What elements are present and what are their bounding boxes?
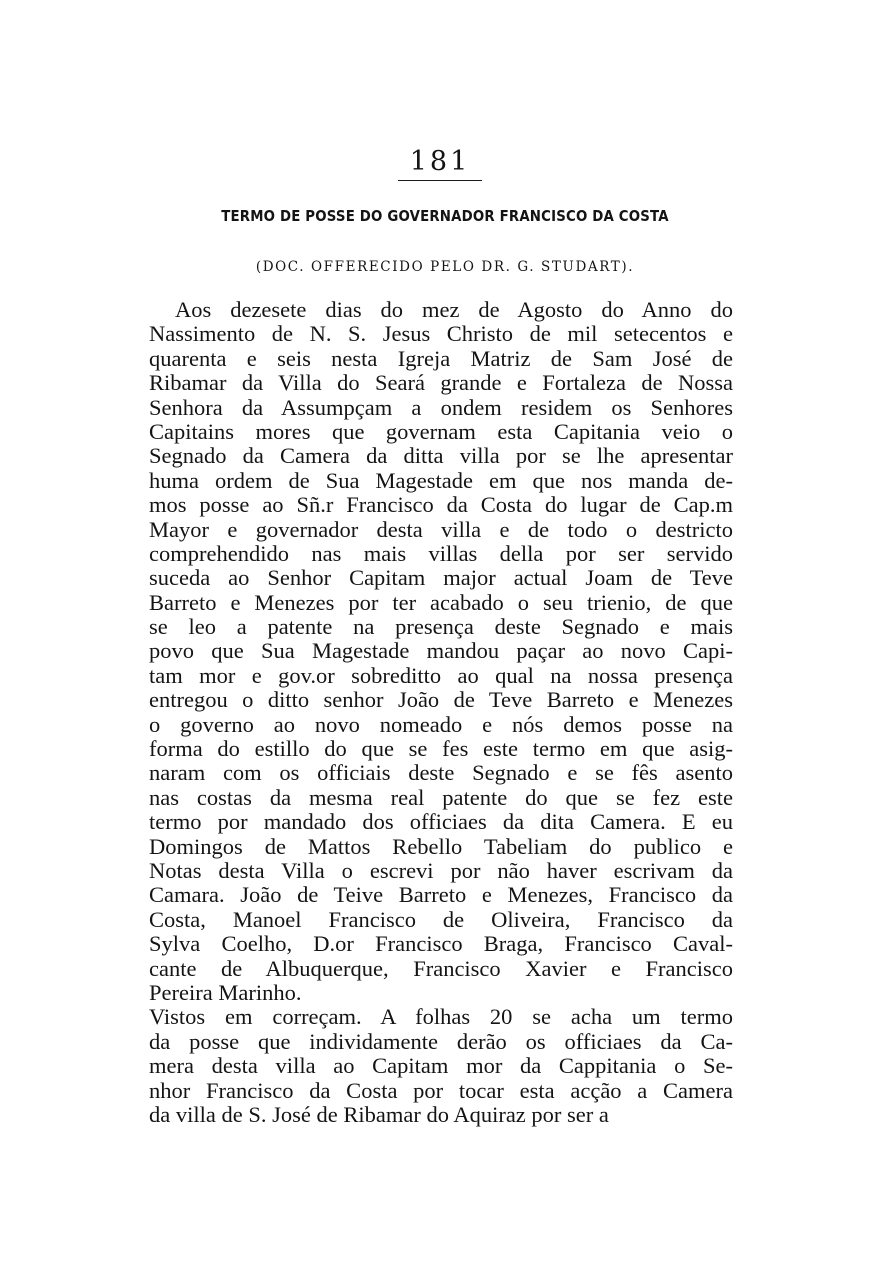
text-line: Ribamar da Villa do Seará grande e Fortaleza de Nossa — [149, 370, 733, 396]
page-number: 181 — [409, 146, 471, 177]
text-line: da posse que individamente derão os officiaes da Ca- — [149, 1028, 733, 1054]
text-line: Nassimento de N. S. Jesus Christo de mil setecentos e — [149, 321, 733, 347]
text-line: mera desta villa ao Capitam mor da Cappitania o Se- — [149, 1053, 733, 1079]
text-line: povo que Sua Magestade mandou paçar ao novo Capi- — [149, 638, 733, 664]
text-line: Senhora da Assumpçam a ondem residem os Senhores — [149, 394, 733, 420]
text-line: quarenta e seis nesta Igreja Matriz de Sam José de — [149, 345, 733, 371]
text-line: nhor Francisco da Costa por tocar esta acção a Camera — [149, 1077, 733, 1103]
text-line: mos posse ao Sñ.r Francisco da Costa do lugar de Cap.m — [149, 492, 733, 518]
body-text — [149, 298, 733, 1127]
text-line: Capitains mores que governam esta Capitania veio o — [149, 418, 733, 444]
text-line: Vistos em correçam. A folhas 20 se acha um termo — [149, 1004, 733, 1030]
page-number-rule — [398, 180, 482, 181]
document-subtitle: (DOC. OFFERECIDO PELO DR. G. STUDART). — [255, 259, 635, 275]
paragraph — [149, 298, 733, 1005]
text-line: termo por mandado dos officiaes da dita Camera. E eu — [149, 809, 733, 835]
text-line: Costa, Manoel Francisco de Oliveira, Francisco da — [149, 906, 733, 932]
text-line: Aos dezesete dias do mez de Agosto do Anno do — [175, 297, 733, 322]
text-line: nas costas da mesma real patente do que se fez este — [149, 784, 733, 810]
text-line: Notas desta Villa o escrevi por não haver escrivam da — [149, 857, 733, 883]
text-line: naram com os officiais deste Segnado e se fês asento — [149, 760, 733, 786]
text-line: Barreto e Menezes por ter acabado o seu trienio, de que — [149, 589, 733, 615]
text-line: Sylva Coelho, D.or Francisco Braga, Francisco Caval- — [149, 931, 733, 957]
text-line: huma ordem de Sua Magestade em que nos manda de- — [149, 467, 733, 493]
text-line: comprehendido nas mais villas della por ser servido — [149, 540, 733, 566]
text-line: entregou o ditto senhor João de Teve Barreto e Menezes — [149, 687, 733, 713]
text-line: o governo ao novo nomeado e nós demos posse na — [149, 711, 733, 737]
text-line: suceda ao Senhor Capitam major actual Joam de Teve — [149, 565, 733, 591]
text-line: Segnado da Camera da ditta villa por se lhe apresentar — [149, 443, 733, 469]
text-line: Camara. João de Teive Barreto e Menezes, Francisco da — [149, 882, 733, 908]
text-line: tam mor e gov.or sobreditto ao qual na nossa presença — [149, 662, 733, 688]
document-title: TERMO DE POSSE DO GOVERNADOR FRANCISCO DA COSTA — [221, 207, 669, 225]
text-line: Domingos de Mattos Rebello Tabeliam do publico e — [149, 833, 733, 859]
text-line: forma do estillo do que se fes este termo em que asig- — [149, 736, 733, 762]
paragraph — [149, 1005, 733, 1127]
text-line: Pereira Marinho. — [149, 979, 302, 1005]
text-line: da villa de S. José de Ribamar do Aquiraz por ser a — [149, 1101, 609, 1127]
text-line: cante de Albuquerque, Francisco Xavier e Francisco — [149, 955, 733, 981]
text-line: se leo a patente na presença deste Segnado e mais — [149, 614, 733, 640]
text-line: Mayor e governador desta villa e de todo o destricto — [149, 516, 733, 542]
